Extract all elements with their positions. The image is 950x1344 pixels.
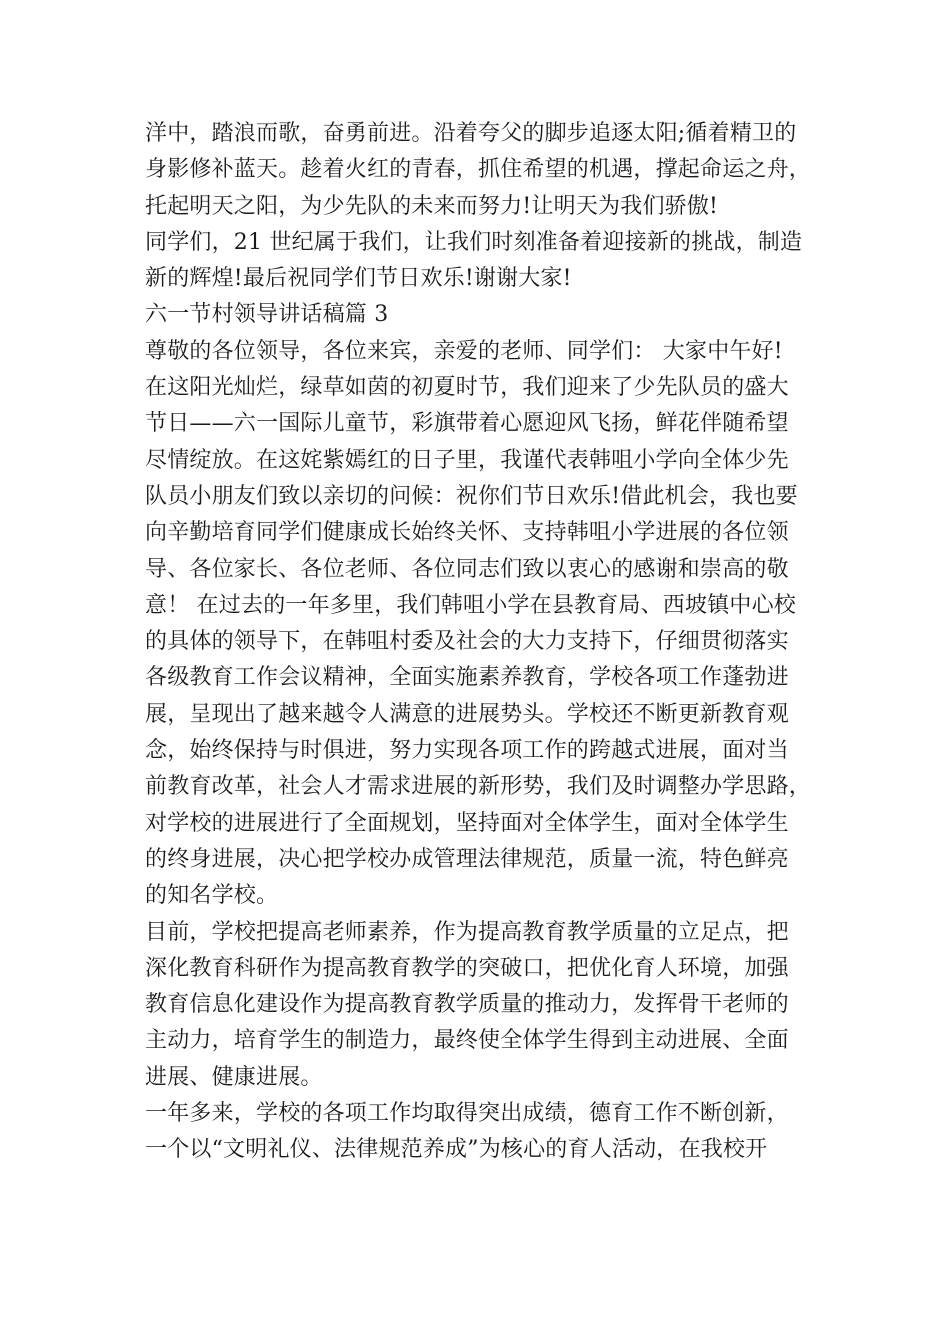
text-line: 深化教育科研作为提高教育教学的突破口，把优化育人环境，加强 xyxy=(145,955,789,981)
text-line: 尽情绽放。在这姹紫嫣红的日子里，我谨代表韩咀小学向全体少先 xyxy=(145,447,789,473)
text-line: 节日——六一国际儿童节，彩旗带着心愿迎风飞扬，鲜花伴随希望 xyxy=(145,411,789,437)
text-line: 一年多来，学校的各项工作均取得突出成绩，德育工作不断创新， xyxy=(145,1101,789,1127)
text-line: 托起明天之阳，为少先队的未来而努力!让明天为我们骄傲! xyxy=(145,193,719,219)
text-line: 对学校的进展进行了全面规划，坚持面对全体学生，面对全体学生 xyxy=(145,810,789,836)
text-line: 导、各位家长、各位老师、各位同志们致以衷心的感谢和崇高的敬 xyxy=(145,556,789,582)
text-line: 意！ 在过去的一年多里，我们韩咀小学在县教育局、西坡镇中心校 xyxy=(145,592,796,618)
text-line: 教育信息化建设作为提高教育教学质量的推动力，发挥骨干老师的 xyxy=(145,992,789,1018)
text-line: 念，始终保持与时俱进，努力实现各项工作的跨越式进展，面对当 xyxy=(145,738,789,764)
text-line: 各级教育工作会议精神，全面实施素养教育，学校各项工作蓬勃进 xyxy=(145,665,789,691)
text-line: 新的辉煌!最后祝同学们节日欢乐!谢谢大家! xyxy=(145,266,572,292)
text-line: 的具体的领导下，在韩咀村委及社会的大力支持下，仔细贯彻落实 xyxy=(145,629,789,655)
text-line: 进展、健康进展。 xyxy=(145,1064,323,1090)
text-line: 目前，学校把提高老师素养，作为提高教育教学质量的立足点，把 xyxy=(145,919,789,945)
text-line: 队员小朋友们致以亲切的问候：祝你们节日欢乐!借此机会，我也要 xyxy=(145,483,798,509)
document-body xyxy=(145,116,835,1169)
text-line: 展，呈现出了越来越令人满意的进展势头。学校还不断更新教育观 xyxy=(145,701,789,727)
text-line: 同学们，21 世纪属于我们，让我们时刻准备着迎接新的挑战，制造 xyxy=(145,229,803,255)
section-heading: 六一节村领导讲话稿篇 3 xyxy=(145,302,389,328)
text-line: 一个以“文明礼仪、法律规范养成”为核心的育人活动，在我校开 xyxy=(145,1137,768,1163)
text-line: 前教育改革，社会人才需求进展的新形势，我们及时调整办学思路， xyxy=(145,774,812,800)
text-line: 主动力，培育学生的制造力，最终使全体学生得到主动进展、全面 xyxy=(145,1028,789,1054)
text-line: 尊敬的各位领导，各位来宾，亲爱的老师、同学们： 大家中午好! xyxy=(145,338,783,364)
text-line: 在这阳光灿烂，绿草如茵的初夏时节，我们迎来了少先队员的盛大 xyxy=(145,375,789,401)
text-line: 向辛勤培育同学们健康成长始终关怀、支持韩咀小学进展的各位领 xyxy=(145,520,789,546)
text-line: 的终身进展，决心把学校办成管理法律规范，质量一流，特色鲜亮 xyxy=(145,846,789,872)
text-line: 身影修补蓝天。趁着火红的青春，抓住希望的机遇，撑起命运之舟， xyxy=(145,157,812,183)
text-line: 洋中，踏浪而歌，奋勇前进。沿着夸父的脚步追逐太阳;循着精卫的 xyxy=(145,121,797,146)
text-line: 的知名学校。 xyxy=(145,883,279,909)
